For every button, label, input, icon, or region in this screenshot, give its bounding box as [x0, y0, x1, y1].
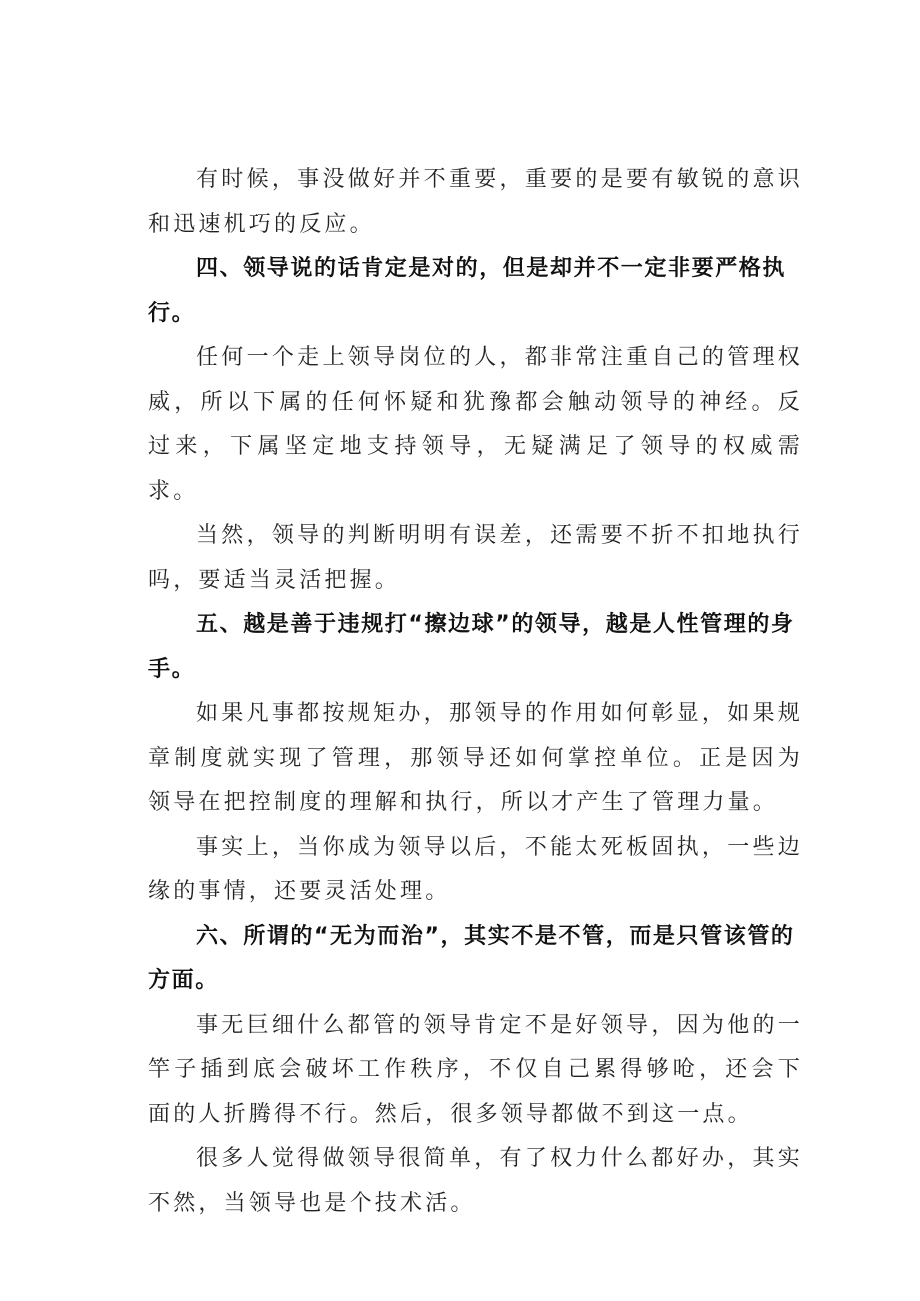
document-body — [148, 158, 803, 1226]
section-heading-5: 五、越是善于违规打“擦边球”的领导，越是人性管理的身手。 — [148, 612, 795, 682]
paragraph: 有时候，事没做好并不重要，重要的是要有敏锐的意识和迅速机巧的反应。 — [148, 167, 803, 237]
paragraph: 任何一个走上领导岗位的人，都非常注重自己的管理权威，所以下属的任何怀疑和犹豫都会触动领导的神经。反过来，下属坚定地支持领导，无疑满足了领导的权威需求。 — [148, 345, 803, 504]
paragraph: 如果凡事都按规矩办，那领导的作用如何彰显，如果规章制度就实现了管理，那领导还如何掌控单位。正是因为领导在把控制度的理解和执行，所以才产生了管理力量。 — [148, 701, 803, 815]
paragraph: 当然，领导的判断明明有误差，还需要不折不扣地执行吗，要适当灵活把握。 — [148, 523, 803, 593]
paragraph: 事实上，当你成为领导以后，不能太死板固执，一些边缘的事情，还要灵活处理。 — [148, 834, 803, 904]
paragraph: 事无巨细什么都管的领导肯定不是好领导，因为他的一竿子插到底会破坏工作秩序，不仅自己累得够呛，还会下面的人折腾得不行。然后，很多领导都做不到这一点。 — [148, 1012, 803, 1127]
section-heading-4: 四、领导说的话肯定是对的，但是却并不一定非要严格执行。 — [148, 256, 787, 326]
paragraph: 很多人觉得做领导很简单，有了权力什么都好办，其实不然，当领导也是个技术活。 — [148, 1146, 803, 1216]
section-heading-6: 六、所谓的“无为而治”，其实不是不管，而是只管该管的方面。 — [148, 923, 795, 993]
